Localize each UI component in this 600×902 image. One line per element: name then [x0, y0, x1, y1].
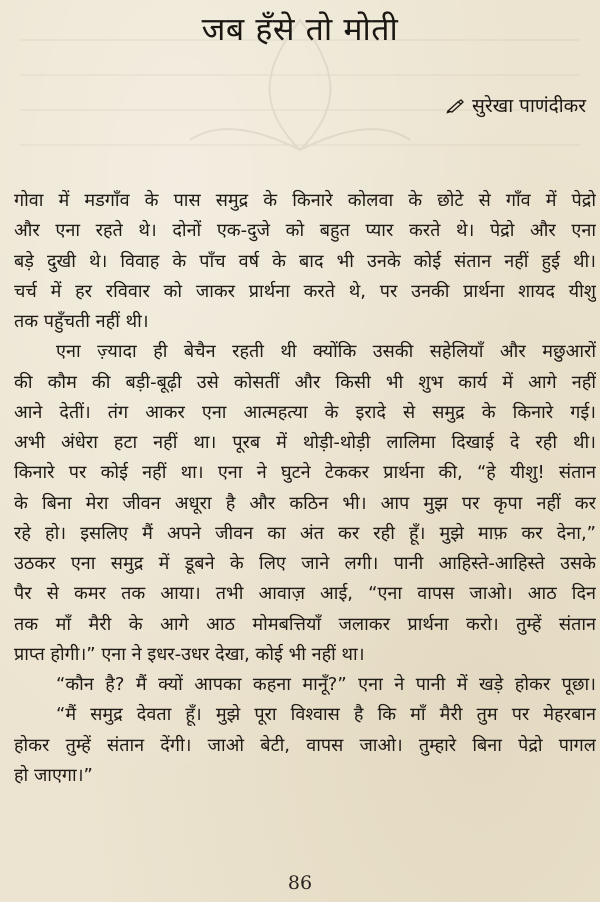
- text-line: के बिना मेरा जीवन अधूरा है और कठिन भी। आप मुझ पर कृपा नहीं कर: [14, 492, 596, 514]
- story-title: जब हँसे तो मोती: [201, 10, 399, 48]
- text-line: चर्च में हर रविवार को जाकर प्रार्थना करते थे, पर उनकी प्रार्थना शायद यीशु: [14, 280, 596, 302]
- author-name: सुरेखा पाणंदीकर: [472, 95, 586, 117]
- page-number: 86: [287, 872, 313, 894]
- story-body: [14, 186, 596, 791]
- text-line: पैर से कमर तक आया। तभी आवाज़ आई, “एना वापस जाओ। आठ दिन: [14, 583, 596, 605]
- text-line: गोवा में मडगाँव के पास समुद्र के किनारे कोलवा के छोटे से गाँव में पेद्रो: [14, 190, 596, 211]
- text-line: रहे हो। इसलिए मैं अपने जीवन का अंत कर रही हूँ। मुझे माफ़ कर देना,”: [14, 522, 596, 544]
- text-line: बड़े दुखी थे। विवाह के पाँच वर्ष के बाद भी उनके कोई संतान नहीं हुई थी।: [14, 250, 596, 272]
- text-line: की कौम की बड़ी-बूढ़ी उसे कोसतीं और किसी भी शुभ कार्य में आगे नहीं: [14, 371, 596, 393]
- text-line: प्राप्त होगी।” एना ने इधर-उधर देखा, कोई भी नहीं था।: [14, 643, 365, 665]
- text-line: “मैं समुद्र देवता हूँ। मुझे पूरा विश्वास है कि माँ मैरी तुम पर मेहरबान: [56, 704, 596, 726]
- author-byline: [446, 92, 586, 118]
- text-line: तक पहुँचती नहीं थी।: [14, 311, 149, 332]
- text-line: तक माँ मैरी के आगे आठ मोमबत्तियाँ जलाकर प्रार्थना करो। तुम्हें संतान: [14, 613, 596, 635]
- text-line: हो जाएगा।”: [14, 764, 93, 786]
- text-line: अभी अंधेरा हटा नहीं था। पूरब में थोड़ी-थोड़ी लालिमा दिखाई दे रही थी।: [14, 432, 596, 453]
- text-line: “कौन है? मैं क्यों आपका कहना मानूँ?” एना ने पानी में खड़े होकर पूछा।: [56, 674, 596, 695]
- text-line: उठकर एना समुद्र में डूबने के लिए जाने लगी। पानी आहिस्ते-आहिस्ते उसके: [14, 553, 596, 574]
- pen-icon: [446, 97, 466, 113]
- text-line: एना ज़्यादा ही बेचैन रहती थी क्योंकि उसकी सहेलियाँ और मछुआरों: [56, 341, 596, 363]
- text-line: किनारे पर कोई नहीं था। एना ने घुटने टेककर प्रार्थना की, “हे यीशु! संतान: [14, 462, 596, 484]
- text-line: और एना रहते थे। दोनों एक-दुजे को बहुत प्यार करते थे। पेद्रो और एना: [14, 220, 596, 242]
- text-line: होकर तुम्हें संतान देंगी। जाओ बेटी, वापस जाओ। तुम्हारे बिना पेद्रो पागल: [14, 734, 596, 756]
- text-line: आने देतीं। तंग आकर एना आत्महत्या के इरादे से समुद्र के किनारे गई।: [14, 401, 596, 423]
